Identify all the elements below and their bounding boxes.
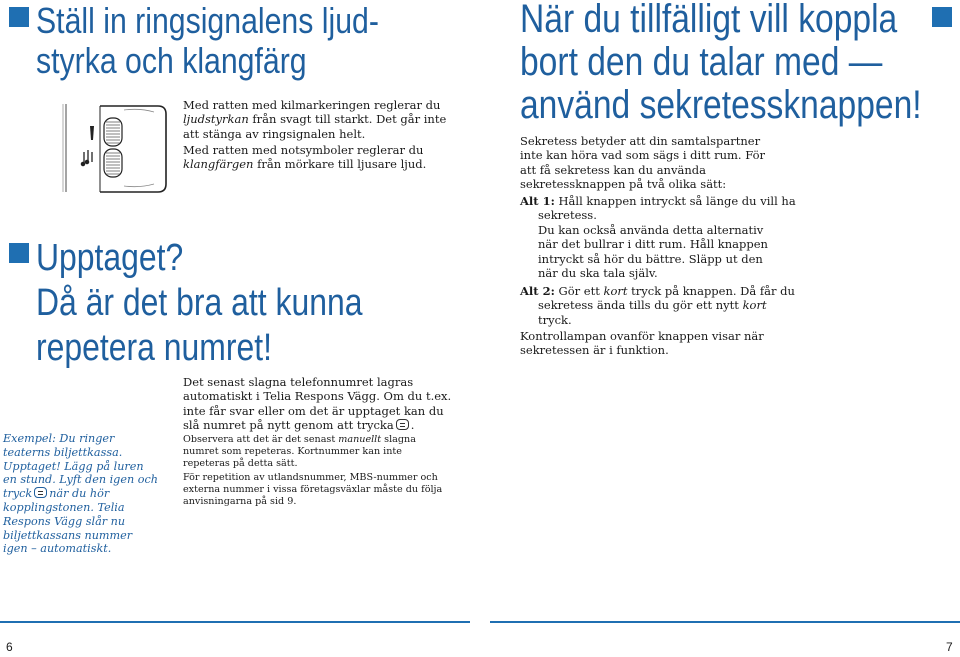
ring-volume-text: Med ratten med kilmarkeringen reglerar du ljudstyrkan från svagt till starkt. Det går inte att stänga av ringsignalen helt. xyxy=(183,98,447,141)
wedge-mark-icon xyxy=(90,126,94,140)
repeat-key-icon xyxy=(396,419,409,430)
redial-text: Det senast slagna telefonnumret lagras automatiskt i Telia Respons Vägg. Om du t.ex. inte får svar eller om det är upptaget kan du slå numret på nytt genom att trycka . xyxy=(183,375,452,432)
page-number-right: 7 xyxy=(946,640,953,654)
privacy-intro: Sekretess betyder att din samtalspartner inte kan höra vad som sägs i ditt rum. För att få sekretess kan du använda sekretessknappen på två olika sätt: xyxy=(520,134,765,191)
ring-tone-text: Med ratten med notsymboler reglerar du klangfärgen från mörkare till ljusare ljud. xyxy=(183,143,427,172)
control-lamp-text: Kontrollampan ovanför knappen visar när sekretessen är i funktion. xyxy=(520,329,764,358)
example-sidebar: Exempel: Du ringer teaterns biljettkassa. Upptaget! Lägg på luren en stund. Lyft den igen och tryck när du hör kopplingstonen. Telia Respons Vägg slår nu biljettkassans nummer igen – automatiskt. xyxy=(3,432,158,556)
footer-rule-left xyxy=(0,621,470,623)
section-marker-privacy xyxy=(932,7,952,27)
phone-dial-illustration xyxy=(60,102,172,194)
tone-wheel-icon xyxy=(104,149,122,177)
redial-note-international: För repetition av utlandsnummer, MBS-nummer och externa nummer i vissa företagsväxlar måste du följa anvisningarna på sid 9. xyxy=(183,472,443,507)
alt1-text: Alt 1: Håll knappen intryckt så länge du vill ha sekretess. xyxy=(520,194,796,223)
redial-note-manual: Observera att det är det senast manuellt slagna numret som repeteras. Kortnummer kan inte repeteras på detta sätt. xyxy=(183,434,416,469)
repeat-key-icon xyxy=(34,487,47,498)
footer-rule-right xyxy=(490,621,960,623)
volume-wheel-icon xyxy=(104,118,122,146)
heading-privacy: När du tillfälligt vill koppla bort den du talar med — använd sekretessknappen! xyxy=(520,0,922,128)
alt2-text: Alt 2: Gör ett kort tryck på knappen. Då får du sekretess ända tills du gör ett nytt kort tryck. xyxy=(520,284,795,327)
heading-busy-redial: Upptaget? Då är det bra att kunna repetera numret! xyxy=(36,237,363,370)
page-number-left: 6 xyxy=(6,640,13,654)
section-marker-ring xyxy=(9,7,29,27)
heading-ring-volume: Ställ in ringsignalens ljud- styrka och klangfärg xyxy=(36,0,379,82)
note-mark-icon xyxy=(81,150,92,166)
phone-side-svg xyxy=(60,102,172,194)
alt1-extra: Du kan också använda detta alternativ när det bullrar i ditt rum. Håll knappen intryckt så hör du bättre. Släpp ut den när du ska tala själv. xyxy=(538,223,768,280)
section-marker-busy xyxy=(9,243,29,263)
